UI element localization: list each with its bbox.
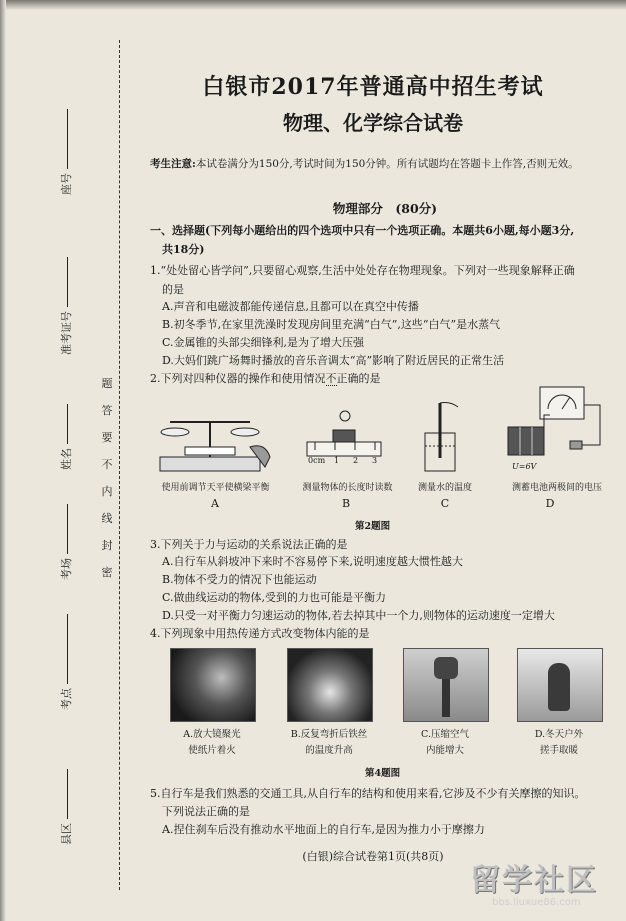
seal-char: 题 <box>101 377 113 390</box>
q4-figure-caption: 第4题图 <box>365 768 401 779</box>
county-field <box>58 769 74 845</box>
seal-char: 密 <box>101 566 113 579</box>
q2-stem-suffix: 正确的是 <box>336 372 381 385</box>
watermark-text: 留学社区 <box>470 863 598 898</box>
q1-option-a: A.声音和电磁波都能传递信息,且都可以在真空中传播 <box>162 300 419 313</box>
q1-option-d: D.大妈们跳广场舞时播放的音乐音调太“高”影响了附近居民的正常生活 <box>162 354 505 367</box>
q4-caption-c-line: 内能增大 <box>425 745 464 756</box>
q4-caption-d-line: 搓手取暖 <box>539 745 578 756</box>
exam-room-label: 考场 <box>60 558 73 580</box>
compress-air-photo <box>403 648 489 722</box>
q4-caption-a-line: 使纸片着火 <box>188 745 236 756</box>
q2-caption-b: 测量物体的长度时读数 <box>302 483 393 493</box>
seal-char: 线 <box>101 512 113 525</box>
q1-option-c: C.金属锥的头部尖细锋利,是为了增大压强 <box>162 336 365 349</box>
watermark-logo <box>470 855 620 915</box>
name-field <box>58 404 74 470</box>
scan-edge <box>0 0 626 10</box>
page-footer: (白银)综合试卷第1页(共8页) <box>302 850 444 863</box>
q2-figure-caption: 第2题图 <box>355 521 391 532</box>
q3-stem: 3.下列关于力与运动的关系说法正确的是 <box>150 538 348 551</box>
balance-illustration <box>155 402 275 477</box>
q4-caption-c-line: C.压缩空气 <box>421 729 469 740</box>
q3-option-a: A.自行车从斜坡冲下来时不容易停下来,说明速度越大惯性越大 <box>162 555 463 568</box>
notice-text: 本试卷满分为150分,考试时间为150分钟。所有试题均在答题卡上作答,否则无效。 <box>195 158 579 170</box>
part1-heading: 一、选择题(下列每小题给出的四个选项中只有一个选项正确。本题共6小题,每小题3分, <box>150 224 575 237</box>
q2-letter-c: C <box>440 497 450 510</box>
seal-char: 要 <box>101 431 113 444</box>
q2-letter-a: A <box>211 497 219 510</box>
seat-label: 座号 <box>60 173 73 195</box>
q4-caption-b-line: 的温度升高 <box>305 745 353 756</box>
q3-option-d: D.只受一对平衡力匀速运动的物体,若去掉其中一个力,则物体的运动速度一定增大 <box>162 609 555 622</box>
q5-stem-cont: 下列说法正确的是 <box>162 805 250 818</box>
seal-char: 封 <box>101 539 113 552</box>
q2-caption-a: 使用前调节天平使横梁平衡 <box>161 483 270 493</box>
ruler-mark: 3 <box>372 456 378 465</box>
watermark-url: bbs.liuxue86.com <box>492 897 581 908</box>
q5-option-a: A.捏住刹车后没有推动水平地面上的自行车,是因为推力小于摩擦力 <box>162 823 485 836</box>
q5-stem: 5.自行车是我们熟悉的交通工具,从自行车的结构和使用来看,它涉及不少有关摩擦的知识。 <box>150 787 586 800</box>
q4-caption-d-line: D.冬天户外 <box>534 729 584 740</box>
seal-warning <box>98 370 116 586</box>
seal-char: 不 <box>101 458 113 471</box>
q2-letter-b: B <box>341 497 351 510</box>
exam-site-field <box>58 614 74 710</box>
bending-wire-photo <box>287 648 373 722</box>
exam-notice <box>150 156 620 171</box>
q3-option-b: B.物体不受力的情况下也能运动 <box>162 573 317 586</box>
q4-caption-b <box>280 727 378 759</box>
q2-caption-c: 测量水的温度 <box>417 483 472 493</box>
exam-subtitle: 物理、化学综合试卷 <box>283 111 463 135</box>
seal-char: 答 <box>101 404 113 417</box>
q2-stem-prefix: 2.下列对四种仪器的操作和使用情况 <box>150 372 326 385</box>
q1-stem-cont: 的是 <box>162 283 184 296</box>
rubbing-hands-photo <box>517 648 603 722</box>
q4-caption-b-line: B.反复弯折后铁丝 <box>290 729 368 740</box>
scan-edge <box>0 0 6 921</box>
seat-field <box>58 109 74 195</box>
q4-caption-c <box>403 727 487 759</box>
q2-stem-emphasis: 不 <box>325 372 337 385</box>
q4-caption-a-line: A.放大镜聚光 <box>183 729 241 740</box>
binding-line <box>119 40 120 890</box>
ruler-mark: 1 <box>334 456 340 465</box>
q2-stem <box>150 370 381 386</box>
county-label: 县区 <box>60 823 73 845</box>
exam-title: 白银市2017年普通高中招生考试 <box>202 74 544 100</box>
thermometer-illustration <box>420 398 470 478</box>
q1-stem: 1.“处处留心皆学问”,只要留心观察,生活中处处存在物理现象。下列对一些现象解释正确 <box>150 264 575 277</box>
seal-char: 内 <box>101 485 113 498</box>
exam-id-field <box>58 257 74 355</box>
q4-caption-d <box>517 727 601 759</box>
q3-option-c: C.做曲线运动的物体,受到的力也可能是平衡力 <box>162 591 387 604</box>
q2-letter-d: D <box>545 497 555 510</box>
ruler-mark: 2 <box>353 456 359 465</box>
notice-label: 考生注意: <box>150 158 196 170</box>
ruler-mark: 0cm <box>308 456 326 465</box>
name-label: 姓名 <box>60 448 73 470</box>
q1-option-b: B.初冬季节,在家里洗澡时发现房间里充满“白气”,这些“白气”是水蒸气 <box>162 318 501 331</box>
q4-caption-a <box>170 727 254 759</box>
section-title: 物理部分 (80分) <box>332 201 438 216</box>
exam-room-field <box>58 504 74 580</box>
exam-id-label: 准考证号 <box>60 311 73 355</box>
voltage-label: U=6V <box>512 462 537 471</box>
q2-caption-d: 测蓄电池两极间的电压 <box>511 483 602 493</box>
magnifier-photo <box>170 648 256 722</box>
part1-heading-cont: 共18分) <box>162 243 205 256</box>
q4-stem: 4.下列现象中用热传递方式改变物体内能的是 <box>150 627 370 640</box>
exam-site-label: 考点 <box>60 688 73 710</box>
